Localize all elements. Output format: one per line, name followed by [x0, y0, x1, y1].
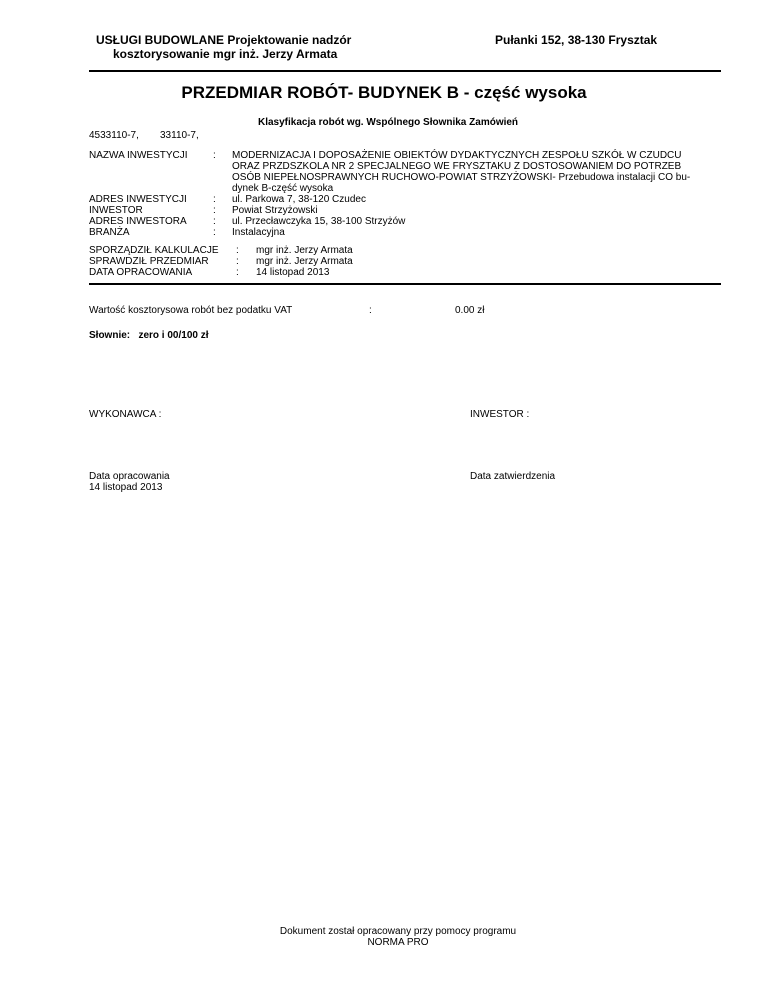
- cost-words-label: Słownie:: [89, 330, 131, 341]
- cpv-code: 4533110-7,: [89, 130, 139, 141]
- contractor-label: WYKONAWCA :: [89, 409, 162, 420]
- calculation-by-value: mgr inż. Jerzy Armata: [256, 245, 353, 256]
- prepared-date-label: Data opracowania: [89, 471, 170, 482]
- investor-address-label: ADRES INWESTORA: [89, 216, 187, 227]
- colon: :: [213, 216, 216, 227]
- cost-words-value: zero i 00/100 zł: [138, 330, 209, 341]
- prepared-date-value: 14 listopad 2013: [89, 482, 163, 493]
- colon: :: [213, 227, 216, 238]
- cost-in-words: [89, 330, 209, 341]
- company-name-line2: kosztorysowanie mgr inż. Jerzy Armata: [113, 47, 338, 61]
- investor-signature-label: INWESTOR :: [470, 409, 530, 420]
- cpv-code: 33110-7,: [160, 130, 199, 141]
- investment-address-label: ADRES INWESTYCJI: [89, 194, 187, 205]
- preparation-date-value: 14 listopad 2013: [256, 267, 330, 278]
- document-title: PRZEDMIAR ROBÓT- BUDYNEK B - część wysoka: [181, 83, 587, 102]
- company-address: Pułanki 152, 38-130 Frysztak: [495, 33, 658, 47]
- investment-name-line: OSÓB NIEPEŁNOSPRAWNYCH RUCHOWO-POWIAT STRZYŻOWSKI- Przebudowa instalacji CO bu-: [232, 172, 691, 183]
- investor-value: Powiat Strzyżowski: [232, 205, 318, 216]
- colon: :: [236, 256, 239, 267]
- colon: :: [213, 194, 216, 205]
- branch-value: Instalacyjna: [232, 227, 285, 238]
- classification-title: Klasyfikacja robót wg. Wspólnego Słownika Zamówień: [258, 117, 519, 128]
- colon: :: [213, 150, 216, 161]
- cost-label: Wartość kosztorysowa robót bez podatku VAT: [89, 305, 293, 316]
- preparation-date-label: DATA OPRACOWANIA: [89, 267, 193, 278]
- colon: :: [236, 245, 239, 256]
- investment-address-value: ul. Parkowa 7, 38-120 Czudec: [232, 194, 366, 205]
- header-divider: [89, 70, 721, 72]
- checked-by-value: mgr inż. Jerzy Armata: [256, 256, 353, 267]
- branch-label: BRANŻA: [89, 227, 130, 238]
- cost-colon: :: [369, 305, 372, 316]
- investment-name-line: dynek B-część wysoka: [232, 183, 334, 194]
- approval-date-label: Data zatwierdzenia: [470, 471, 556, 482]
- cost-value: 0.00 zł: [455, 305, 485, 316]
- section-divider: [89, 283, 721, 285]
- investment-name-line: MODERNIZACJA I DOPOSAŻENIE OBIEKTÓW DYDAKTYCZNYCH ZESPOŁU SZKÓŁ W CZUDCU: [232, 150, 682, 161]
- investment-name-label: NAZWA INWESTYCJI: [89, 150, 188, 161]
- footer-line2: NORMA PRO: [367, 937, 429, 948]
- investment-name-line: ORAZ PRZDSZKOLA NR 2 SPECJALNEGO WE FRYSZTAKU Z DOSTOSOWANIEM DO POTRZEB: [232, 161, 682, 172]
- colon: :: [236, 267, 239, 278]
- investor-address-value: ul. Przecławczyka 15, 38-100 Strzyżów: [232, 216, 406, 227]
- footer-line1: Dokument został opracowany przy pomocy programu: [279, 926, 517, 937]
- colon: :: [213, 205, 216, 216]
- company-name-line1: USŁUGI BUDOWLANE Projektowanie nadzór: [96, 33, 352, 47]
- checked-by-label: SPRAWDZIŁ PRZEDMIAR: [89, 256, 209, 267]
- calculation-by-label: SPORZĄDZIŁ KALKULACJE: [89, 245, 219, 256]
- investor-label: INWESTOR: [89, 205, 143, 216]
